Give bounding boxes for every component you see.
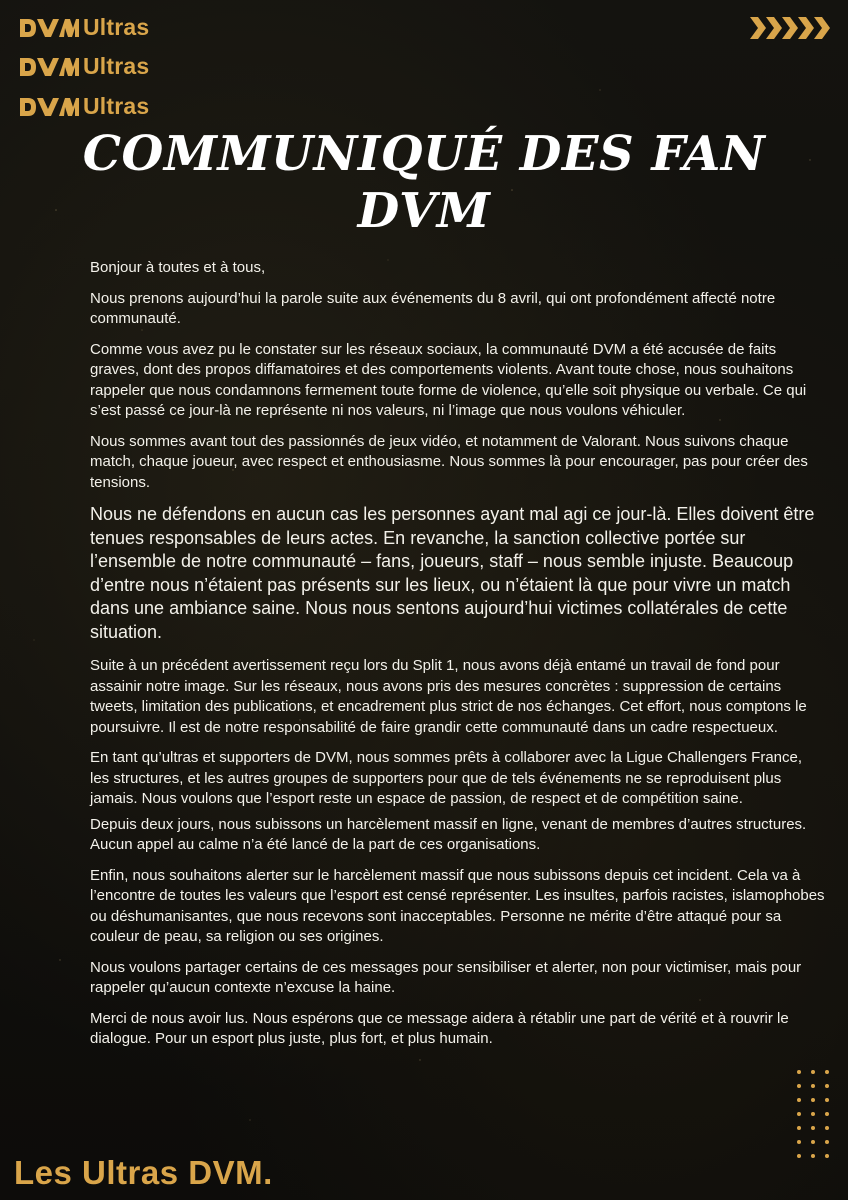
- dot-grid-icon: [793, 1066, 833, 1166]
- signature: Les Ultras DVM.: [14, 1154, 273, 1191]
- paragraph: Suite à un précédent avertissement reçu lors du Split 1, nous avons déjà entamé un travail de fond pour assainir notre image. Sur les réseaux, nous avons pris des mesures concrètes : suppression de certains tweets, limitation des publications, et encadrement plus strict de nos échanges. Cet effort, nous comptons le poursuivre. Il est de notre responsabilité de faire grandir cette communauté dans un cadre respectueux.: [90, 657, 807, 736]
- paragraph: Enfin, nous souhaitons alerter sur le harcèlement massif que nous subissons depuis cet incident. Cela va à l’encontre de toutes les valeurs que l’esport est censé représenter. Les insultes, parfois racistes, islamophobes ou déshumanisantes, que nous recevons sont inacceptables. Personne ne mérite d’être attaqué pour sa couleur de peau, sa religion ou ses origines.: [90, 866, 825, 945]
- title-line-2: DVM: [357, 183, 491, 239]
- chevrons-icon: [748, 17, 832, 39]
- dvm-logo-icon: [18, 55, 80, 79]
- statement-body: [90, 258, 825, 1060]
- dvm-logo-icon: [18, 16, 80, 40]
- logo-text: Ultras: [83, 14, 150, 40]
- paragraph: En tant qu’ultras et supporters de DVM, nous sommes prêts à collaborer avec la Ligue Challengers France, les structures, et les autres groupes de supporters pour que de tels événements ne se reproduisent plus jamais. Nous voulons que l’esport reste un espace de passion, de respect et de compétition saine.: [90, 749, 803, 807]
- paragraph: Merci de nous avoir lus. Nous espérons que ce message aidera à rétablir une part de vérité et à rouvrir le dialogue. Pour un esport plus juste, plus fort, et plus humain.: [90, 1009, 789, 1047]
- paragraph: Nous ne défendons en aucun cas les personnes ayant mal agi ce jour-là. Elles doivent être tenues responsables de leurs actes. En revanche, la sanction collective portée sur l’ensemble de notre communauté – fans, joueurs, staff – nous semble injuste. Beaucoup d’entre nous n’étaient pas présents sur les lieux, ou n’étaient là que pour vivre un match dans une ambiance saine. Nous nous sentons aujourd’hui victimes collatérales de cette situation.: [90, 504, 815, 642]
- dvm-logo-icon: [18, 95, 80, 119]
- paragraph: Comme vous avez pu le constater sur les réseaux sociaux, la communauté DVM a été accusée de faits graves, dont des propos diffamatoires et des comportements violents. Avant toute chose, nous souhaitons rappeler que nous condamnons fermement toute forme de violence, qu’elle soit physique ou verbale. Ce qui s’est passé ce jour-là ne représente ni nos valeurs, ni l’image que nous voulons véhiculer.: [90, 340, 807, 419]
- logo-text: Ultras: [83, 53, 150, 79]
- greeting: Bonjour à toutes et à tous,: [90, 259, 266, 276]
- page-title: [0, 126, 848, 240]
- title-line-1: COMMUNIQUÉ DES FAN: [82, 126, 766, 182]
- brand-logo: [18, 53, 149, 80]
- paragraph: Nous sommes avant tout des passionnés de jeux vidéo, et notamment de Valorant. Nous suivons chaque match, chaque joueur, avec respect et enthousiasme. Nous sommes là pour encourager, pas pour créer des tensions.: [90, 432, 808, 491]
- brand-logo: [18, 93, 149, 120]
- logo-text: Ultras: [83, 93, 150, 119]
- brand-logo: [18, 14, 149, 41]
- paragraph: Nous voulons partager certains de ces messages pour sensibiliser et alerter, non pour victimiser, mais pour rappeler qu’aucun contexte n’excuse la haine.: [90, 958, 802, 996]
- paragraph: Nous prenons aujourd’hui la parole suite aux événements du 8 avril, qui ont profondément affecté notre communauté.: [90, 289, 776, 327]
- paragraph: Depuis deux jours, nous subissons un harcèlement massif en ligne, venant de membres d’autres structures. Aucun appel au calme n’a été lancé de la part de ces organisations.: [90, 815, 807, 853]
